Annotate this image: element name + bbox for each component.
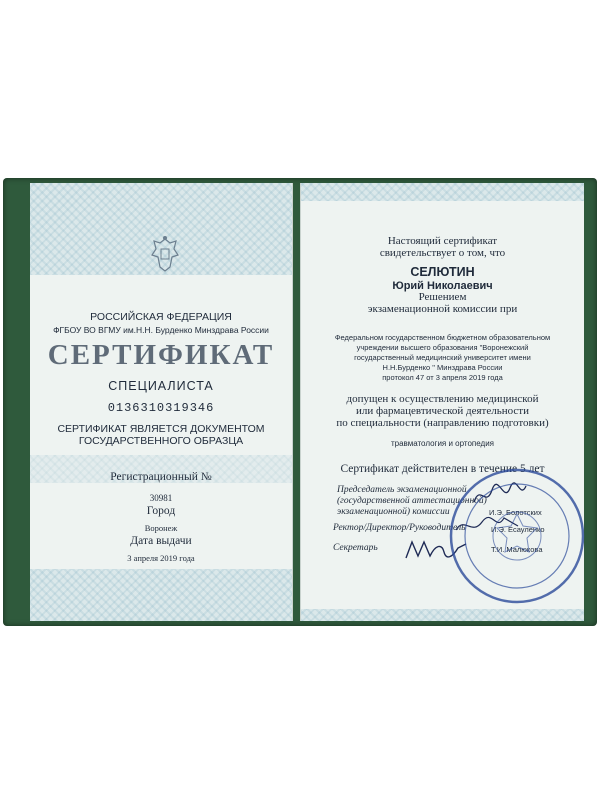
chair-name: И.Э. Болотских (489, 508, 542, 517)
issue-date-label: Дата выдачи (130, 535, 192, 547)
admission-line2: или фармацевтической деятельности (356, 405, 529, 417)
guilloche-bottom-border (301, 609, 584, 621)
decision-line2: экзаменационной комиссии при (367, 303, 518, 315)
holder-surname: СЕЛЮТИН (410, 265, 475, 279)
certificate-left-page (30, 183, 293, 621)
intro-line1: Настоящий сертификат (387, 235, 498, 247)
issue-date-value: 3 апреля 2019 года (127, 553, 195, 563)
org-line4: Н.Н.Бурденко " Минздрава России (382, 363, 503, 372)
guilloche-bottom-pattern (30, 569, 292, 621)
country-name: РОССИЙСКАЯ ФЕДЕРАЦИЯ (90, 311, 232, 323)
document-status-line2: ГОСУДАРСТВЕННОГО ОБРАЗЦА (78, 435, 244, 447)
rector-label: Ректор/Директор/Руководитель (333, 523, 466, 533)
chair-line1: Председатель экзаменационной (337, 485, 467, 495)
coat-of-arms-icon (148, 235, 182, 273)
intro-line2: свидетельствует о том, что (379, 247, 506, 259)
institution-name: ФГБОУ ВО ВГМУ им.Н.Н. Бурденко Минздрава России (53, 325, 269, 335)
validity-text: Сертификат действителен в течение 5 лет (340, 463, 545, 475)
round-seal-stamp (443, 462, 591, 610)
admission-line1: допущен к осуществлению медицинской (346, 393, 539, 405)
secretary-label: Секретарь (333, 543, 378, 553)
rector-name: И.Э. Есауленко (491, 525, 545, 534)
secretary-name: Т.И. Малюкова (491, 545, 543, 554)
city-label: Город (146, 505, 176, 517)
document-status-line1: СЕРТИФИКАТ ЯВЛЯЕТСЯ ДОКУМЕНТОМ (57, 423, 265, 435)
registration-value: 30981 (149, 493, 173, 503)
city-value: Воронеж (144, 523, 178, 533)
registration-label: Регистрационный № (110, 471, 212, 483)
chair-line3: экзаменационной) комиссии (337, 507, 450, 517)
org-line1: Федеральном государственном бюджетном образовательном (334, 333, 551, 342)
guilloche-top-border (301, 183, 584, 201)
chair-line2: (государственной аттестационной) (337, 496, 487, 506)
certificate-number: 0136310319346 (107, 401, 215, 415)
org-line2: учреждении высшего образования "Воронежский (356, 343, 529, 352)
decision-line1: Решением (418, 291, 467, 303)
specialty-value: травматология и ортопедия (390, 439, 494, 448)
certificate-subtitle: СПЕЦИАЛИСТА (108, 379, 214, 393)
holder-name: Юрий Николаевич (392, 280, 493, 292)
certificate-title: СЕРТИФИКАТ (47, 339, 275, 371)
org-line3: государственный медицинский университет имени (354, 353, 531, 362)
org-line5: протокол 47 от 3 апреля 2019 года (382, 373, 503, 382)
admission-line3: по специальности (направлению подготовки) (336, 417, 549, 429)
